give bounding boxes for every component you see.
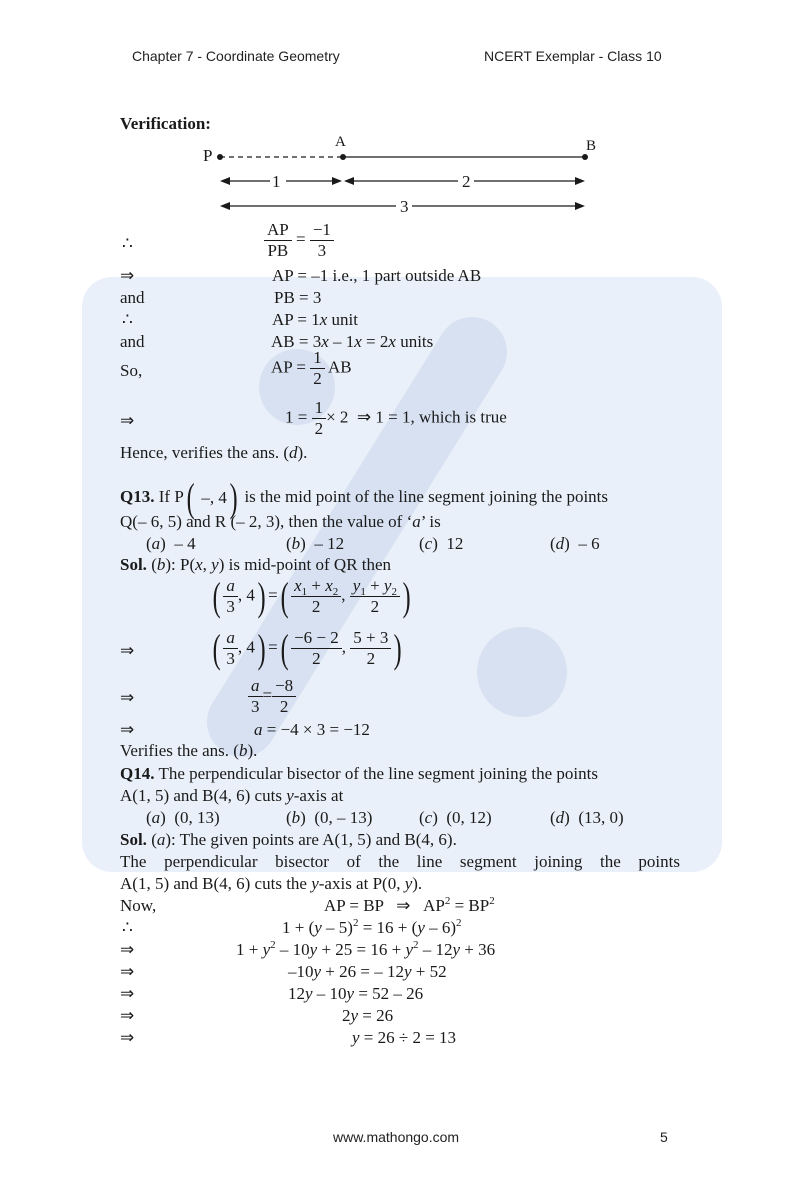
now-word: Now, bbox=[120, 896, 157, 915]
book-title: NCERT Exemplar - Class 10 bbox=[484, 48, 662, 64]
so-word: So, bbox=[120, 361, 143, 380]
step-3: –10y + 26 = – 12y + 52 bbox=[288, 962, 447, 981]
label-1: 1 bbox=[272, 172, 281, 191]
label-p: P bbox=[203, 146, 213, 165]
a-over-3-equation: $\frac{a}{3}$ = $\frac{-8}{2}$ bbox=[248, 676, 296, 717]
q13-option-c: (c) 12 bbox=[419, 534, 464, 553]
q14-sol-line3: A(1, 5) and B(4, 6) cuts the y-axis at P(0, y). bbox=[120, 874, 423, 893]
therefore-symbol: ∴ bbox=[122, 310, 133, 329]
q14-solution: Sol. (a): The given points are A(1, 5) and B(4, 6). bbox=[120, 830, 457, 849]
ap-eq-bp: AP = BP ⇒ $AP^2 = BP^2$ bbox=[324, 895, 495, 915]
line-ap-half-ab: AP = $\frac{1}{2}$ AB bbox=[271, 348, 352, 388]
implies-symbol: ⇒ bbox=[120, 266, 135, 285]
implies-symbol: ⇒ bbox=[120, 411, 135, 430]
implies-symbol: ⇒ bbox=[120, 1006, 135, 1025]
verification-heading: Verification: bbox=[120, 114, 211, 133]
q14-question: Q14. The perpendicular bisector of the line segment joining the points bbox=[120, 764, 598, 783]
q13-solution: Sol. (b): P(x, y) is mid-point of QR then bbox=[120, 555, 392, 574]
line-pb-3: PB = 3 bbox=[274, 288, 322, 307]
step-1: 1 + (y – 5)$^2$ = 16 + (y – 6)$^2$ bbox=[282, 917, 462, 937]
step-4: 12y – 10y = 52 – 26 bbox=[288, 984, 424, 1003]
implies-symbol: ⇒ bbox=[120, 984, 135, 1003]
q14-option-c: (c) (0, 12) bbox=[419, 808, 492, 827]
q14-line2: A(1, 5) and B(4, 6) cuts y-axis at bbox=[120, 786, 344, 805]
label-3: 3 bbox=[400, 197, 409, 216]
implies-symbol: ⇒ bbox=[120, 962, 135, 981]
line-ap-neg1: AP = –1 i.e., 1 part outside AB bbox=[272, 266, 482, 285]
q13-option-b: (b) – 12 bbox=[286, 534, 345, 553]
step-6: y = 26 ÷ 2 = 13 bbox=[352, 1028, 457, 1047]
a-value: a = −4 × 3 = −12 bbox=[254, 720, 370, 739]
midpoint-substituted: ( $\frac{a}{3}$ , 4) =( $\frac{-6 - 2}{2}$ , $\frac{5 + 3}{2}$ ) bbox=[212, 625, 403, 671]
implies-symbol: ⇒ bbox=[120, 940, 135, 959]
q14-sol-line2: The perpendicular bisector of the line segment joining the points bbox=[120, 852, 680, 871]
footer-site[interactable]: www.mathongo.com bbox=[333, 1129, 460, 1145]
q14-option-d: (d) (13, 0) bbox=[550, 808, 624, 827]
implies-symbol: ⇒ bbox=[120, 720, 135, 739]
implies-symbol: ⇒ bbox=[120, 641, 135, 660]
therefore-symbol: ∴ bbox=[122, 234, 133, 253]
midpoint-formula: ( $\frac{a}{3}$ , 4) =( $\frac{x_1 + x_2}{2}$ , $\frac{y_1 + y_2}{2}$ ) bbox=[212, 573, 411, 619]
q13-question: Q13. If P( –, 4 ) is the mid point of the line segment joining the points bbox=[120, 475, 609, 520]
page-number: 5 bbox=[660, 1129, 668, 1145]
and-word: and bbox=[120, 332, 145, 351]
chapter-title: Chapter 7 - Coordinate Geometry bbox=[132, 48, 340, 64]
line-check: 1 = $\frac{1}{2}$ × 2 ⇒ 1 = 1, which is true bbox=[285, 398, 507, 438]
verifies-d: Hence, verifies the ans. (d). bbox=[120, 443, 308, 462]
implies-symbol: ⇒ bbox=[120, 1028, 135, 1047]
label-b: B bbox=[586, 138, 597, 154]
q14-option-b: (b) (0, – 13) bbox=[286, 808, 373, 827]
step-5: 2y = 26 bbox=[342, 1006, 394, 1025]
label-a: A bbox=[335, 134, 346, 150]
q13-option-a: (a) – 4 bbox=[146, 534, 196, 553]
and-word: and bbox=[120, 288, 145, 307]
label-2: 2 bbox=[462, 172, 471, 191]
q13-option-d: (d) – 6 bbox=[550, 534, 600, 553]
implies-symbol: ⇒ bbox=[120, 688, 135, 707]
line-ab: AB = 3x – 1x = 2x units bbox=[271, 332, 434, 351]
line-ap-1x: AP = 1x unit bbox=[272, 310, 358, 329]
ratio-equation: $\frac{AP}{PB}$ = $\frac{-1}{3}$ bbox=[264, 220, 334, 261]
q14-option-a: (a) (0, 13) bbox=[146, 808, 220, 827]
q13-line2: Q(– 6, 5) and R (– 2, 3), then the value of ‘a’ is bbox=[120, 512, 441, 531]
step-2: $1 + y^2 - 10y + 25 = 16 + y^2 - 12y + 36$ bbox=[236, 939, 496, 959]
q13-verifies: Verifies the ans. (b). bbox=[120, 741, 258, 760]
therefore-symbol: ∴ bbox=[122, 918, 133, 937]
